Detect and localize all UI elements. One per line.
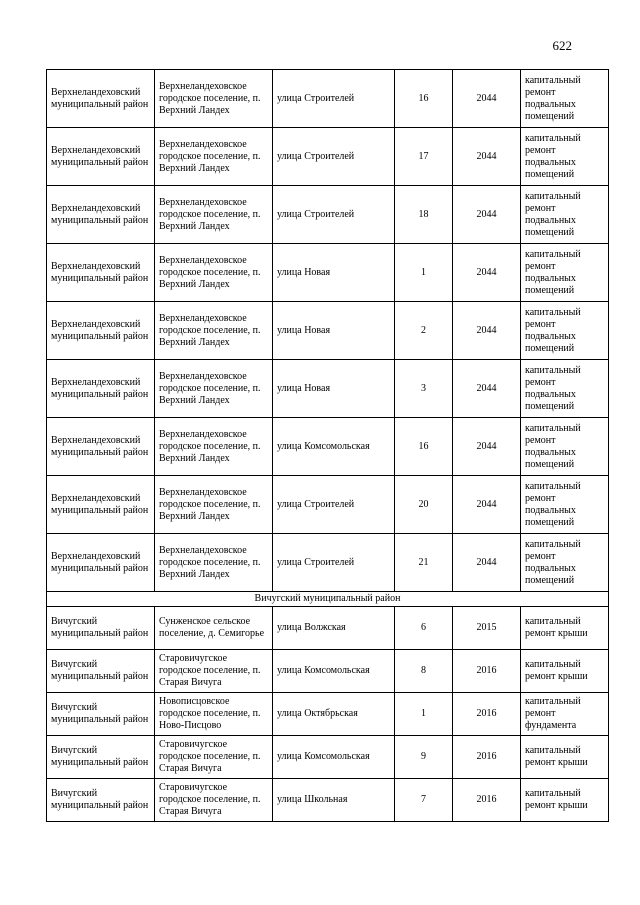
cell-settlement: Верхнеландеховское городское поселение, п. Верхний Ландех bbox=[155, 418, 273, 476]
cell-district: Вичугский муниципальный район bbox=[47, 736, 155, 779]
housing-repair-table bbox=[46, 69, 609, 822]
cell-settlement: Верхнеландеховское городское поселение, п. Верхний Ландех bbox=[155, 70, 273, 128]
cell-house-number: 6 bbox=[395, 607, 453, 650]
cell-house-number: 9 bbox=[395, 736, 453, 779]
cell-planned-year: 2044 bbox=[453, 128, 521, 186]
cell-street: улица Новая bbox=[273, 244, 395, 302]
cell-house-number: 3 bbox=[395, 360, 453, 418]
section-title: Вичугский муниципальный район bbox=[47, 592, 609, 607]
cell-planned-year: 2044 bbox=[453, 70, 521, 128]
cell-planned-year: 2044 bbox=[453, 244, 521, 302]
cell-planned-year: 2015 bbox=[453, 607, 521, 650]
cell-settlement: Верхнеландеховское городское поселение, п. Верхний Ландех bbox=[155, 186, 273, 244]
cell-settlement: Верхнеландеховское городское поселение, п. Верхний Ландех bbox=[155, 302, 273, 360]
cell-planned-year: 2044 bbox=[453, 418, 521, 476]
cell-house-number: 18 bbox=[395, 186, 453, 244]
cell-work-type: капитальный ремонт крыши bbox=[521, 650, 609, 693]
table-row bbox=[47, 302, 609, 360]
cell-work-type: капитальный ремонт подвальных помещений bbox=[521, 534, 609, 592]
cell-planned-year: 2044 bbox=[453, 534, 521, 592]
cell-work-type: капитальный ремонт подвальных помещений bbox=[521, 186, 609, 244]
cell-settlement: Верхнеландеховское городское поселение, п. Верхний Ландех bbox=[155, 476, 273, 534]
cell-settlement: Верхнеландеховское городское поселение, п. Верхний Ландех bbox=[155, 128, 273, 186]
cell-settlement: Старовичугское городское поселение, п. Старая Вичуга bbox=[155, 779, 273, 822]
table-row bbox=[47, 650, 609, 693]
table-row bbox=[47, 70, 609, 128]
cell-planned-year: 2044 bbox=[453, 186, 521, 244]
cell-district: Верхнеландеховский муниципальный район bbox=[47, 302, 155, 360]
cell-district: Верхнеландеховский муниципальный район bbox=[47, 186, 155, 244]
table-row bbox=[47, 736, 609, 779]
cell-settlement: Старовичугское городское поселение, п. Старая Вичуга bbox=[155, 736, 273, 779]
cell-work-type: капитальный ремонт подвальных помещений bbox=[521, 128, 609, 186]
cell-district: Вичугский муниципальный район bbox=[47, 779, 155, 822]
cell-street: улица Комсомольская bbox=[273, 418, 395, 476]
cell-work-type: капитальный ремонт крыши bbox=[521, 779, 609, 822]
cell-district: Верхнеландеховский муниципальный район bbox=[47, 418, 155, 476]
cell-street: улица Строителей bbox=[273, 186, 395, 244]
cell-settlement: Верхнеландеховское городское поселение, п. Верхний Ландех bbox=[155, 534, 273, 592]
cell-work-type: капитальный ремонт крыши bbox=[521, 607, 609, 650]
cell-work-type: капитальный ремонт крыши bbox=[521, 736, 609, 779]
cell-district: Верхнеландеховский муниципальный район bbox=[47, 360, 155, 418]
cell-work-type: капитальный ремонт подвальных помещений bbox=[521, 244, 609, 302]
section-header-row bbox=[47, 592, 609, 607]
cell-street: улица Строителей bbox=[273, 70, 395, 128]
cell-house-number: 1 bbox=[395, 244, 453, 302]
cell-house-number: 16 bbox=[395, 418, 453, 476]
cell-street: улица Комсомольская bbox=[273, 736, 395, 779]
table-row bbox=[47, 128, 609, 186]
cell-street: улица Волжская bbox=[273, 607, 395, 650]
table-row bbox=[47, 534, 609, 592]
cell-work-type: капитальный ремонт подвальных помещений bbox=[521, 360, 609, 418]
cell-street: улица Школьная bbox=[273, 779, 395, 822]
cell-street: улица Октябрьская bbox=[273, 693, 395, 736]
cell-district: Вичугский муниципальный район bbox=[47, 693, 155, 736]
table-row bbox=[47, 186, 609, 244]
cell-house-number: 20 bbox=[395, 476, 453, 534]
table-row bbox=[47, 360, 609, 418]
cell-planned-year: 2044 bbox=[453, 476, 521, 534]
cell-work-type: капитальный ремонт подвальных помещений bbox=[521, 302, 609, 360]
cell-work-type: капитальный ремонт фундамента bbox=[521, 693, 609, 736]
cell-settlement: Верхнеландеховское городское поселение, п. Верхний Ландех bbox=[155, 244, 273, 302]
cell-work-type: капитальный ремонт подвальных помещений bbox=[521, 70, 609, 128]
cell-planned-year: 2044 bbox=[453, 302, 521, 360]
cell-house-number: 21 bbox=[395, 534, 453, 592]
cell-district: Верхнеландеховский муниципальный район bbox=[47, 476, 155, 534]
cell-district: Верхнеландеховский муниципальный район bbox=[47, 128, 155, 186]
cell-house-number: 16 bbox=[395, 70, 453, 128]
cell-district: Верхнеландеховский муниципальный район bbox=[47, 70, 155, 128]
cell-settlement: Верхнеландеховское городское поселение, п. Верхний Ландех bbox=[155, 360, 273, 418]
cell-planned-year: 2016 bbox=[453, 693, 521, 736]
cell-house-number: 17 bbox=[395, 128, 453, 186]
cell-settlement: Сунженское сельское поселение, д. Семигорье bbox=[155, 607, 273, 650]
cell-street: улица Строителей bbox=[273, 534, 395, 592]
cell-planned-year: 2044 bbox=[453, 360, 521, 418]
table-row bbox=[47, 693, 609, 736]
table-row bbox=[47, 607, 609, 650]
table-row bbox=[47, 244, 609, 302]
cell-planned-year: 2016 bbox=[453, 650, 521, 693]
cell-settlement: Старовичугское городское поселение, п. Старая Вичуга bbox=[155, 650, 273, 693]
cell-planned-year: 2016 bbox=[453, 736, 521, 779]
page-number: 622 bbox=[552, 38, 572, 53]
cell-planned-year: 2016 bbox=[453, 779, 521, 822]
cell-district: Вичугский муниципальный район bbox=[47, 650, 155, 693]
cell-district: Верхнеландеховский муниципальный район bbox=[47, 244, 155, 302]
cell-district: Верхнеландеховский муниципальный район bbox=[47, 534, 155, 592]
cell-work-type: капитальный ремонт подвальных помещений bbox=[521, 476, 609, 534]
cell-house-number: 2 bbox=[395, 302, 453, 360]
cell-work-type: капитальный ремонт подвальных помещений bbox=[521, 418, 609, 476]
table-row bbox=[47, 779, 609, 822]
cell-street: улица Комсомольская bbox=[273, 650, 395, 693]
table-row bbox=[47, 418, 609, 476]
cell-house-number: 7 bbox=[395, 779, 453, 822]
cell-street: улица Строителей bbox=[273, 128, 395, 186]
cell-house-number: 1 bbox=[395, 693, 453, 736]
cell-street: улица Новая bbox=[273, 360, 395, 418]
cell-street: улица Новая bbox=[273, 302, 395, 360]
cell-district: Вичугский муниципальный район bbox=[47, 607, 155, 650]
cell-street: улица Строителей bbox=[273, 476, 395, 534]
cell-house-number: 8 bbox=[395, 650, 453, 693]
cell-settlement: Новописцовское городское поселение, п. Ново-Писцово bbox=[155, 693, 273, 736]
table-row bbox=[47, 476, 609, 534]
